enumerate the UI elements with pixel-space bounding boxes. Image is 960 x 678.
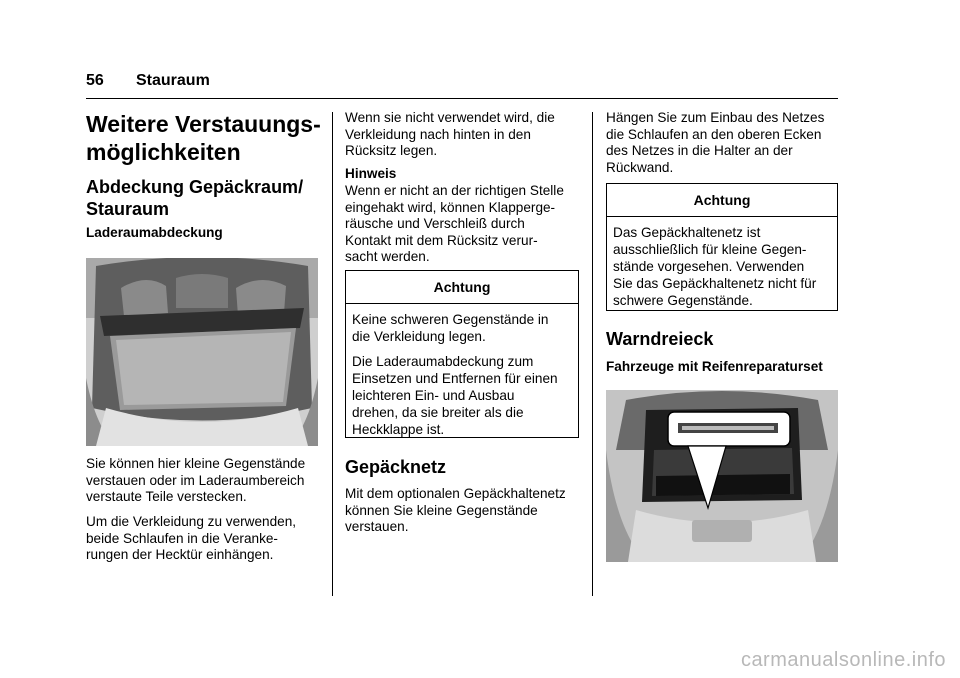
col2-para2-line2: können Sie kleine Gegenstände [345,502,538,518]
column-divider-1 [332,112,333,596]
column-2 [345,110,581,160]
caution2-line3: stände vorgesehen. Verwenden [613,259,805,274]
hint-label: Hinweis [345,166,397,181]
section-title-gepaecknetz: Gepäcknetz [345,457,447,477]
hint-line5: sacht werden. [345,249,430,264]
subsubtitle-reifenreparaturset: Fahrzeuge mit Reifenreparaturset [606,359,823,374]
section-title-warndreieck: Warndreieck [606,329,714,349]
column-divider-2 [592,112,593,596]
subtitle-line-1: Abdeckung Gepäckraum/ [86,177,304,197]
page-number: 56 [86,72,104,89]
col2-para1-line2: Verkleidung nach hinten in den [345,126,531,142]
col2-para1-line3: Rücksitz legen. [345,143,438,158]
col2-para2-line1: Mit dem optionalen Gepäckhaltenetz [345,486,566,501]
caution2-line2: ausschließlich für kleine Gegen- [613,242,807,257]
caution-title-1: Achtung [346,271,578,304]
caution1-p2-line4: drehen, da sie breiter als die [352,405,524,420]
col3-para1-line2: die Schlaufen an den oberen Ecken [606,126,822,142]
caution1-p2-line5: Heckklappe ist. [352,422,445,437]
warning-triangle-illustration [606,390,838,562]
caution1-p2-line2: Einsetzen und Entfernen für einen [352,371,558,386]
col1-para2-line3: rungen der Hecktür einhängen. [86,547,274,562]
caution1-p1-line2: die Verkleidung legen. [352,329,486,344]
col1-para2-line2: beide Schlaufen in die Veranke- [86,530,278,546]
hint-line2: eingehakt wird, können Klapperge- [345,199,556,215]
caution-box-1 [345,270,579,438]
caution1-p2-line1: Die Laderaumabdeckung zum [352,354,534,369]
section-header: Stauraum [136,72,210,89]
caution2-line5: schwere Gegenstände. [613,293,753,308]
caution1-p2-line3: leichteren Ein- und Ausbau [352,388,515,403]
caution1-p1-line1: Keine schweren Gegenstände in [352,312,549,327]
subtitle-line-2: Stauraum [86,199,170,219]
col1-para2-line1: Um die Verkleidung zu verwenden, [86,514,297,529]
trunk-cover-photo [86,258,318,446]
caution2-line4: Sie das Gepäckhaltenetz nicht für [613,276,817,291]
col1-para1-line3: verstaute Teile verstecken. [86,489,247,504]
col3-para1-line4: Rückwand. [606,159,674,175]
col2-para1-line1: Wenn sie nicht verwendet wird, die [345,110,555,125]
header-rule [86,98,838,99]
warning-triangle-photo [606,390,838,562]
col3-para1-line3: des Netzes in die Halter an der [606,143,793,158]
col3-para1-line1: Hängen Sie zum Einbau des Netzes [606,110,825,125]
trunk-cover-illustration [86,258,318,446]
caution-body-2 [607,217,837,315]
watermark: carmanualsonline.info [740,649,946,671]
subsubtitle-laderaum: Laderaumabdeckung [86,225,223,240]
col1-para1-line1: Sie können hier kleine Gegenstände [86,456,306,471]
title-line-1: Weitere Verstauungs- [86,111,321,137]
caution-title-2: Achtung [607,184,837,217]
caution-box-2 [606,183,838,311]
hint-line3: räusche und Verschleiß durch [345,216,525,231]
col1-para1-line2: verstauen oder im Laderaumbereich [86,472,305,488]
hint-line1: Wenn er nicht an der richtigen Stelle [345,183,564,198]
column-1 [86,110,322,166]
col2-para2-line3: verstauen. [345,519,409,534]
title-line-2: möglichkeiten [86,139,241,165]
caution-body-1 [346,304,578,444]
column-3 [606,110,842,176]
caution2-line1: Das Gepäckhaltenetz ist [613,225,761,240]
hint-line4: Kontakt mit dem Rücksitz verur- [345,232,538,248]
